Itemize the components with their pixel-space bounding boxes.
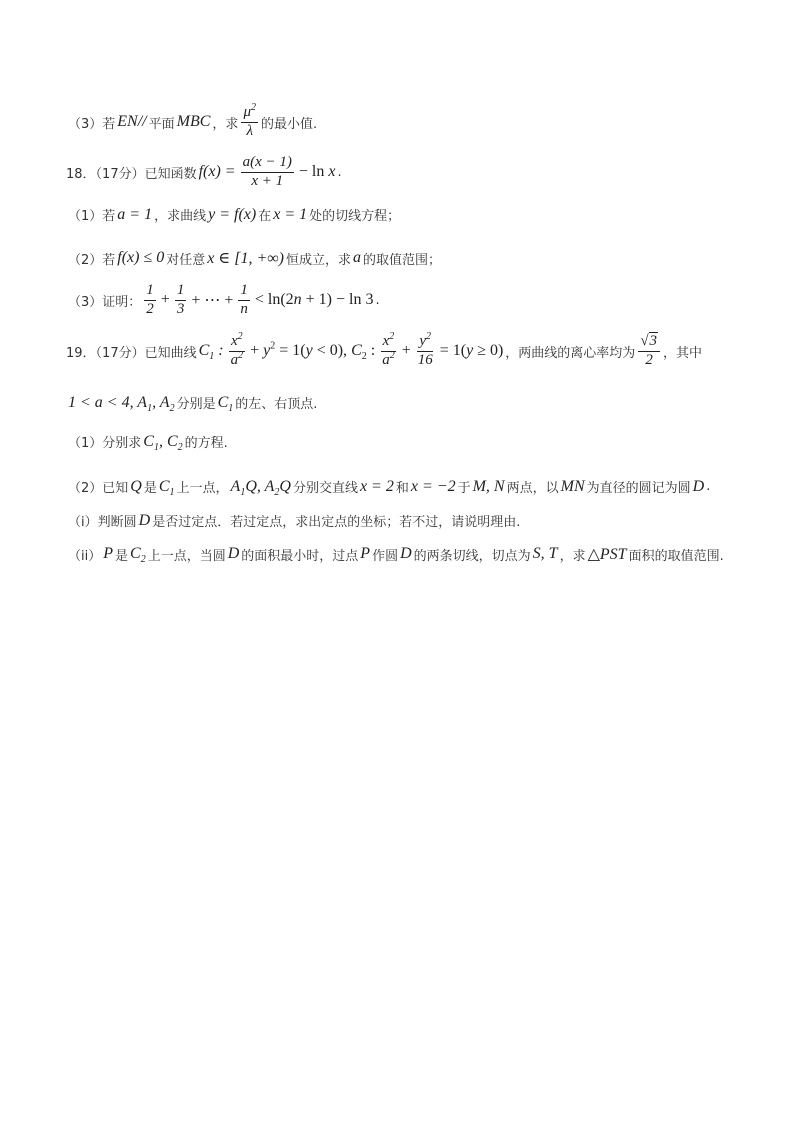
text-segment: 的最小值.	[260, 116, 318, 132]
math-inequality-ln: < ln(2n + 1) − ln 3	[254, 291, 374, 309]
math-minus-lnx: − ln x	[298, 163, 336, 181]
text-segment: 在	[258, 209, 272, 224]
text-segment: （3）若	[68, 116, 116, 132]
math-c1-rest: + $y^2 = 1(y < 0)$, $C_2$ :	[250, 340, 376, 363]
math-s-t: S, T	[532, 545, 558, 562]
text-segment: 的方程.	[184, 436, 228, 451]
text-segment: ，两曲线的离心率均为	[505, 345, 636, 361]
text-segment: 作圆	[372, 548, 399, 564]
math-m-n: M, N	[472, 477, 505, 495]
math-c1-colon: $C_1$ :	[198, 342, 224, 363]
text-segment: （2）已知	[68, 481, 129, 496]
math-fraction-1-n: $\frac{1}{n}$	[240, 282, 248, 317]
math-d: D	[138, 511, 151, 529]
text-segment: ，求曲线	[154, 209, 207, 224]
text-segment: 是否过定点．若过定点，求出定点的坐标；若不过，请说明理由.	[152, 515, 521, 530]
math-a: a	[353, 249, 361, 266]
math-d: D	[400, 545, 412, 562]
text-segment: 平面	[148, 116, 175, 132]
text-segment: 的面积最小时，过点	[241, 548, 359, 564]
text-segment: （1）分别求	[68, 436, 142, 451]
math-fx-le-0: f(x) ≤ 0	[117, 249, 165, 266]
text-segment: ，求	[212, 116, 239, 132]
text-segment: （ii）	[68, 548, 102, 564]
text-segment: ，求	[559, 548, 586, 564]
math-a1q-a2q: $A_1Q$, $A_2Q$	[230, 477, 291, 498]
text-segment: 的取值范围；	[363, 252, 442, 268]
math-plus: +	[160, 291, 170, 309]
math-x-eq-2: x = 2	[359, 477, 394, 495]
math-x-eq-1: x = 1	[273, 205, 308, 223]
q17-part3-line	[68, 102, 318, 140]
math-mn: MN	[560, 477, 585, 495]
text-segment: 恒成立，求	[285, 252, 351, 268]
text-segment: 分别交直线	[292, 481, 358, 496]
math-plus-ellipsis: + ⋯ +	[191, 292, 234, 310]
text-segment: .	[375, 292, 380, 308]
math-c2: $C_2$	[130, 545, 146, 566]
math-en-parallel: EN//	[117, 113, 147, 131]
text-segment: 的左、右顶点.	[235, 397, 318, 412]
text-segment: 分别是	[176, 397, 216, 412]
math-fraction-mu2-lambda: $\frac{\mu^2}{\lambda}$	[243, 102, 256, 139]
text-segment: .	[706, 479, 711, 494]
text-segment: 和	[395, 481, 409, 496]
text-segment: ，其中	[663, 345, 703, 361]
text-segment: 对任意	[166, 252, 206, 268]
text-segment: 是	[115, 548, 129, 564]
question-label: 19．（17分）已知曲线	[66, 345, 197, 361]
text-segment: .	[337, 164, 342, 180]
math-fraction-x2-a2-b: $\frac{x^2}{a^2}$	[382, 331, 395, 368]
q18-part3-line	[68, 283, 380, 318]
math-d: D	[692, 477, 705, 495]
q18-part2-line	[68, 248, 441, 268]
text-segment: 是	[143, 481, 157, 496]
text-segment: 于	[457, 481, 471, 496]
math-plus: +	[401, 342, 411, 360]
math-c1: $C_1$	[158, 477, 175, 498]
math-fraction-ax1-x1: $\frac{a(x - 1)}{x + 1}$	[242, 154, 292, 189]
math-x-in-interval: x ∈ [1, +∞)	[207, 250, 284, 267]
math-fraction-x2-a2: $\frac{x^2}{a^2}$	[230, 331, 244, 368]
question-label: 18．（17分）已知函数	[66, 166, 197, 182]
math-fraction-sqrt3-2: $\frac{√3}{2}$	[638, 334, 660, 369]
math-d: D	[227, 545, 240, 562]
math-a-eq-1: a = 1	[117, 205, 153, 223]
text-segment: （i）判断圆	[68, 515, 137, 530]
text-segment: （1）若	[68, 209, 116, 224]
text-segment: 上一点，	[176, 481, 229, 496]
math-a-range-vertices: 1 < a < 4, $A_1$, $A_2$	[68, 393, 175, 414]
text-segment: 上一点，当圆	[147, 548, 226, 564]
math-mbc: MBC	[176, 113, 211, 131]
math-fraction-y2-16: $\frac{y^2}{16}$	[417, 331, 433, 368]
math-p: P	[360, 545, 371, 562]
q19-part1-line	[68, 432, 228, 451]
q18-header-line	[66, 155, 342, 190]
math-triangle-pst: △PST	[587, 546, 627, 563]
q19-condition-line	[66, 393, 317, 412]
math-fraction-1-2: $\frac{1}{2}$	[146, 282, 154, 317]
q19-header-line	[66, 331, 703, 369]
math-fx-def: f(x) =	[198, 163, 236, 181]
text-segment: 的两条切线，切点为	[413, 548, 531, 564]
math-y-eq-fx: y = f(x)	[208, 205, 257, 223]
q18-part1-line	[68, 205, 400, 224]
text-segment: 两点，以	[506, 481, 559, 496]
math-c1: $C_1$	[217, 393, 234, 414]
text-segment: 面积的取值范围.	[628, 548, 724, 564]
text-segment: 为直径的圆记为圆	[586, 481, 691, 496]
text-segment: （2）若	[68, 252, 116, 268]
math-p: P	[103, 545, 114, 562]
math-q: Q	[130, 477, 142, 495]
text-segment: 处的切线方程；	[309, 209, 401, 224]
q19-part2-ii-line	[68, 544, 724, 564]
math-c2-rest: = 1(y ≥ 0)	[439, 342, 504, 360]
q19-part2-line	[68, 477, 710, 496]
q19-part2-i-line	[68, 511, 520, 530]
math-x-eq-neg2: x = −2	[410, 477, 456, 495]
math-c1-c2: $C_1$, $C_2$	[143, 432, 183, 453]
math-fraction-1-3: $\frac{1}{3}$	[176, 282, 185, 317]
text-segment: （3）证明：	[68, 294, 142, 310]
